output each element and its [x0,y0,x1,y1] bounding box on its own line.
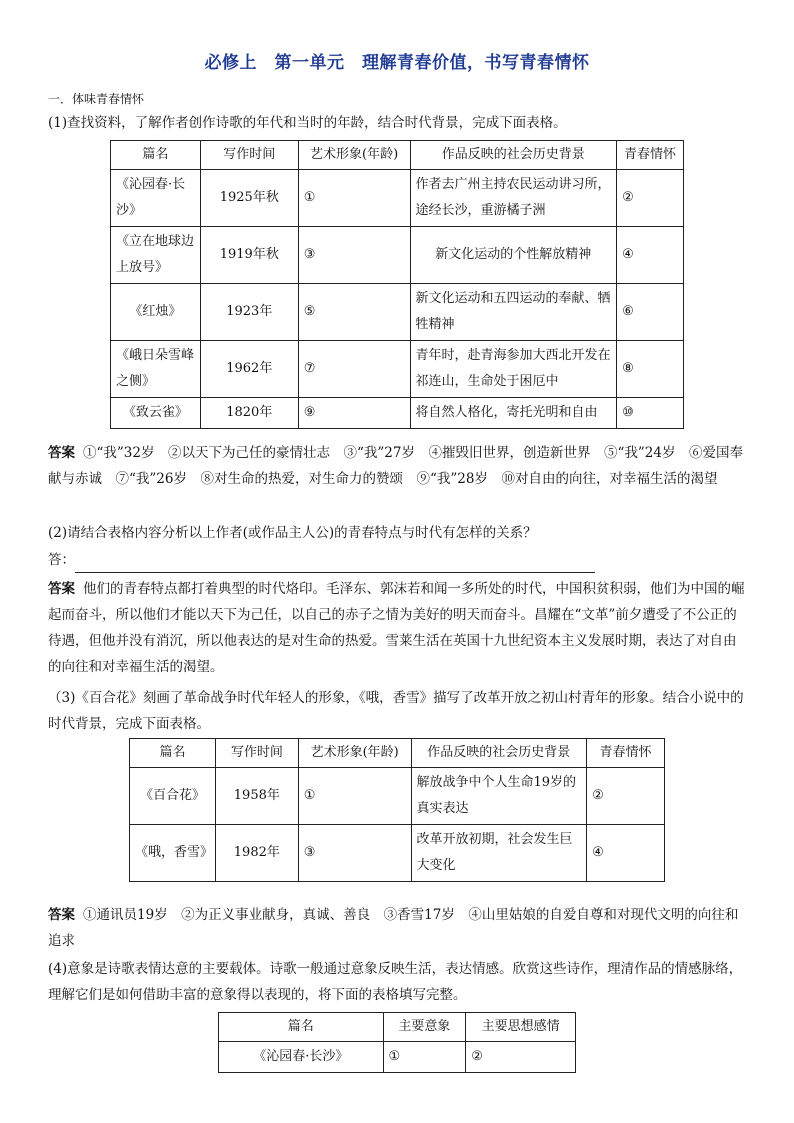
cell-date: 1982年 [215,825,298,882]
cell-figure: ③ [298,227,410,284]
header-cell: 青春情怀 [587,739,665,768]
cell-background: 青年时，赴青海参加大西北开发在祁连山，生命处于困厄中 [410,341,617,398]
table-3 [218,1012,576,1073]
cell-date: 1919年秋 [200,227,298,284]
table-2 [129,738,665,882]
cell-sentiment: ② [466,1042,576,1073]
header-cell: 青春情怀 [617,141,684,170]
answer-2 [48,576,748,680]
answer-label: 答案 [48,581,75,597]
cell-figure: ⑤ [298,284,410,341]
cell-sentiment: ② [617,170,684,227]
question-2: (2)请结合表格内容分析以上作者(或作品主人公)的青春特点与时代有怎样的关系？ [48,525,537,541]
cell-background: 解放战争中个人生命19岁的真实表达 [411,768,587,825]
question-4: (4)意象是诗歌表情达意的主要载体。诗歌一般通过意象反映生活，表达情感。欣赏这些诗作，理清作品的情感脉络，理解它们是如何借助丰富的意象得以表现的，将下面的表格填写完整。 [48,961,743,1003]
table-row [111,398,684,429]
cell-figure: ⑦ [298,341,410,398]
answer-text: 他们的青春特点都打着典型的时代烙印。毛泽东、郭沫若和闻一多所处的时代，中国积贫积弱，他们为中国的崛起而奋斗，所以他们才能以天下为己任，以自己的赤子之情为美好的明天而奋斗。昌耀在“文革”前夕遭受了不公正的待遇，但他并没有消沉，所以他表达的是对生命的热爱。雪莱生活在英国十九世纪资本主义发展时期，表达了对自由的向往和对幸福生活的渴望。 [48,581,745,675]
answer-text: ①“我”32岁 ②以天下为己任的豪情壮志 ③“我”27岁 ④摧毁旧世界，创造新世界 ⑤“我”24岁 ⑥爱国奉献与赤诚 ⑦“我”26岁 ⑧对生命的热爱，对生命力的赞颂 ⑨“我”28岁 ⑩对自由的向往，对幸福生活的渴望 [48,445,743,487]
table-row [111,170,684,227]
cell-title: 《红烛》 [111,284,201,341]
header-cell: 篇名 [130,739,216,768]
table-row [111,284,684,341]
table-header-row [111,141,684,170]
header-cell: 主要意象 [383,1013,466,1042]
cell-sentiment: ⑧ [617,341,684,398]
cell-background: 将自然人格化，寄托光明和自由 [410,398,617,429]
cell-date: 1958年 [215,768,298,825]
cell-title: 《致云雀》 [111,398,201,429]
header-cell: 篇名 [219,1013,384,1042]
table-header-row [219,1013,576,1042]
cell-date: 1923年 [200,284,298,341]
cell-title: 《沁园春·长沙》 [111,170,201,227]
answer-1 [48,440,748,492]
answer-label: 答案 [48,907,75,923]
cell-sentiment: ⑩ [617,398,684,429]
cell-title: 《沁园春·长沙》 [219,1042,384,1073]
cell-background: 新文化运动的个性解放精神 [410,227,617,284]
answer-label: 答案 [48,445,75,461]
header-cell: 艺术形象(年龄) [298,141,410,170]
answer-prompt-label: 答： [48,552,75,568]
cell-sentiment: ② [587,768,665,825]
page-title: 必修上 第一单元 理解青春价值，书写青春情怀 [204,53,590,73]
table-header-row [130,739,665,768]
cell-title: 《哦，香雪》 [130,825,216,882]
answer-3 [48,902,748,954]
cell-title: 《峨日朵雪峰之侧》 [111,341,201,398]
cell-title: 《百合花》 [130,768,216,825]
question-3: （3)《百合花》刻画了革命战争时代年轻人的形象，《哦，香雪》描写了改革开放之初山村青年的形象。结合小说中的时代背景，完成下面表格。 [48,690,744,732]
cell-imagery: ① [383,1042,466,1073]
cell-background: 作者去广州主持农民运动讲习所，途经长沙，重游橘子洲 [410,170,617,227]
cell-figure: ① [298,768,411,825]
cell-date: 1962年 [200,341,298,398]
cell-figure: ① [298,170,410,227]
cell-background: 改革开放初期，社会发生巨大变化 [411,825,587,882]
cell-date: 1925年秋 [200,170,298,227]
cell-figure: ⑨ [298,398,410,429]
header-cell: 作品反映的社会历史背景 [410,141,617,170]
section-heading: 一．体味青春情怀 [48,92,145,106]
table-row [130,768,665,825]
header-cell: 写作时间 [215,739,298,768]
table-row [111,341,684,398]
header-cell: 艺术形象(年龄) [298,739,411,768]
question-1: (1)查找资料，了解作者创作诗歌的年代和当时的年龄，结合时代背景，完成下面表格。 [48,115,567,131]
table-row [130,825,665,882]
cell-sentiment: ④ [617,227,684,284]
header-cell: 作品反映的社会历史背景 [411,739,587,768]
answer-prompt [48,547,748,573]
cell-figure: ③ [298,825,411,882]
header-cell: 写作时间 [200,141,298,170]
table-row [219,1042,576,1073]
cell-sentiment: ⑥ [617,284,684,341]
header-cell: 主要思想感情 [466,1013,576,1042]
answer-blank-line[interactable] [75,558,595,573]
header-cell: 篇名 [111,141,201,170]
cell-date: 1820年 [200,398,298,429]
table-1 [110,140,684,429]
answer-text: ①通讯员19岁 ②为正义事业献身，真诚、善良 ③香雪17岁 ④山里姑娘的自爱自尊和对现代文明的向往和追求 [48,907,739,949]
cell-title: 《立在地球边上放号》 [111,227,201,284]
cell-background: 新文化运动和五四运动的奉献、牺牲精神 [410,284,617,341]
cell-sentiment: ④ [587,825,665,882]
table-row [111,227,684,284]
